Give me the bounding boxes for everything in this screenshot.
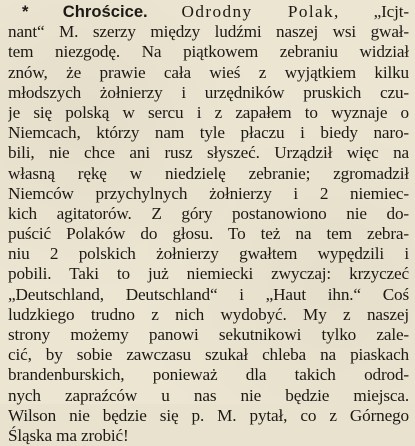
article-headline-phrase: Odrodny Polak, bbox=[181, 2, 340, 21]
article-line-6: je się polską w sercu i z zapałem to wyznaje o bbox=[8, 102, 409, 122]
article-line-20: nych zapraźców u nas nie będzie miejsca. bbox=[8, 385, 409, 405]
article-line-2: nant“ M. szerzy między ludźmi naszej wsi gwał- bbox=[8, 22, 409, 42]
article-line-7: Niemcach, którzy nam tyle płaczu i biedy naro- bbox=[8, 123, 409, 143]
article-line-13: niu 2 polskich żołnierzy gwałtem wypędzili i bbox=[8, 244, 409, 264]
article-line-19: brandenburskich, ponieważ dla takich odrod- bbox=[8, 365, 409, 385]
article-line-3: tem niezgodę. Na piątkowem zebraniu widział bbox=[8, 42, 409, 62]
article-line-4: znów, że prawie cała wieś z wyjątkiem kilku bbox=[8, 62, 409, 82]
article-line-10: Niemców przychylnych żołnierzy i 2 niemiec- bbox=[8, 183, 409, 203]
article-line-1-tail: „Icjt- bbox=[339, 2, 409, 21]
article-lead: * Chrościce. bbox=[22, 2, 148, 21]
article-line-8: bili, nie chce ani rusz słyszeć. Urządził więc na bbox=[8, 143, 409, 163]
article-line-5: młodszych żołnierzy i urzędników pruskich czu- bbox=[8, 82, 409, 102]
article-line-21: Wilson nie będzie się p. M. pytał, co z Górnego bbox=[8, 405, 409, 425]
article-line-15: „Deutschland, Deutschland“ i „Haut ihn.“ Coś bbox=[8, 284, 409, 304]
article-line-1 bbox=[8, 2, 409, 22]
article-line-18: cić, by sobie zawczasu szukał chleba na piaskach bbox=[8, 345, 409, 365]
article-line-16: ludzkiego trudno z nich wydobyć. My z naszej bbox=[8, 304, 409, 324]
article-line-11: kich agitatorów. Z góry postanowiono nie do- bbox=[8, 203, 409, 223]
article-line-14: pobili. Taki to już niemiecki zwyczaj: krzyczeć bbox=[8, 264, 409, 284]
article-line-22: Śląska ma zrobić! bbox=[8, 425, 129, 445]
article-line-9: własną rękę w niedzielę zebranie; zgromadził bbox=[8, 163, 409, 183]
article-line-12: puścić Polaków do głosu. To też na tem zebra- bbox=[8, 224, 409, 244]
article-line-17: strony możemy panowi sekutnikowi tylko zale- bbox=[8, 325, 409, 344]
